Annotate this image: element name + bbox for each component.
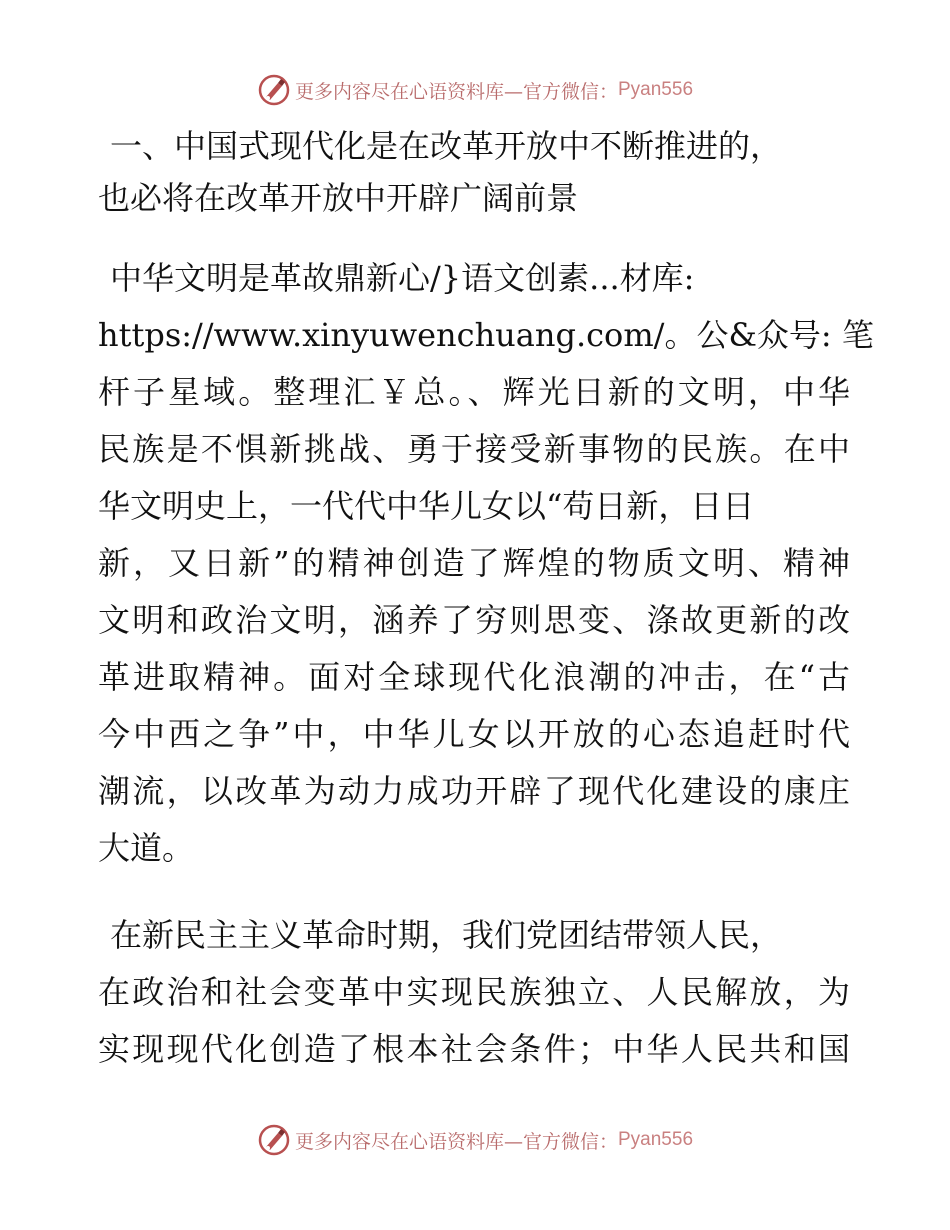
paragraph-1-line: 民族是不惧新挑战、勇于接受新事物的民族。在中 bbox=[98, 430, 850, 468]
banner-text: 更多内容尽在心语资料库—官方微信： bbox=[294, 1130, 618, 1153]
paragraph-2-line: 实现现代化创造了根本社会条件；中华人民共和国 bbox=[98, 1030, 850, 1068]
paragraph-2-line: 在新民主主义革命时期，我们党团结带领人民， bbox=[110, 916, 783, 954]
banner-wechat-id: Pyan556 bbox=[618, 1129, 694, 1150]
paragraph-1-line: 潮流，以改革为动力成功开辟了现代化建设的康庄 bbox=[98, 772, 850, 810]
banner-text: 更多内容尽在心语资料库—官方微信： bbox=[294, 80, 618, 103]
paragraph-2 bbox=[98, 907, 850, 1078]
heading-line-1: 一、中国式现代化是在改革开放中不断推进的， bbox=[110, 127, 783, 165]
banner-wechat-id: Pyan556 bbox=[618, 79, 694, 100]
document-body bbox=[98, 124, 874, 1078]
paragraph-1-line: 大道。 bbox=[98, 829, 195, 867]
paragraph-2-line: 在政治和社会变革中实现民族独立、人民解放，为 bbox=[98, 973, 850, 1011]
paragraph-1-line: 新，又日新”的精神创造了辉煌的物质文明、精神 bbox=[98, 544, 850, 582]
header-watermark-banner bbox=[0, 70, 950, 110]
heading-line-2: 也必将在改革开放中开辟广阔前景 bbox=[98, 179, 579, 217]
paragraph-1-line: https://www.xinyuwenchuang.com/。公&众号: 笔 bbox=[98, 316, 874, 354]
paragraph-1-line: 今中西之争”中，中华儿女以开放的心态追赶时代 bbox=[98, 715, 850, 753]
paragraph-1-line: 杆子星域。整理汇￥总。、辉光日新的文明，中华 bbox=[98, 373, 850, 411]
section-heading bbox=[98, 124, 850, 220]
pen-logo-icon bbox=[257, 73, 291, 107]
pen-logo-icon bbox=[257, 1123, 291, 1157]
paragraph-1-line: 革进取精神。面对全球现代化浪潮的冲击，在“古 bbox=[98, 658, 850, 696]
paragraph-1-line: 华文明史上，一代代中华儿女以“苟日新，日日 bbox=[98, 487, 755, 525]
paragraph-1-line: 中华文明是革故鼎新心/}语文创素...材库: bbox=[110, 259, 695, 297]
footer-watermark-banner bbox=[0, 1120, 950, 1160]
paragraph-1-line: 文明和政治文明，涵养了穷则思变、涤故更新的改 bbox=[98, 601, 850, 639]
paragraph-1 bbox=[98, 250, 874, 877]
